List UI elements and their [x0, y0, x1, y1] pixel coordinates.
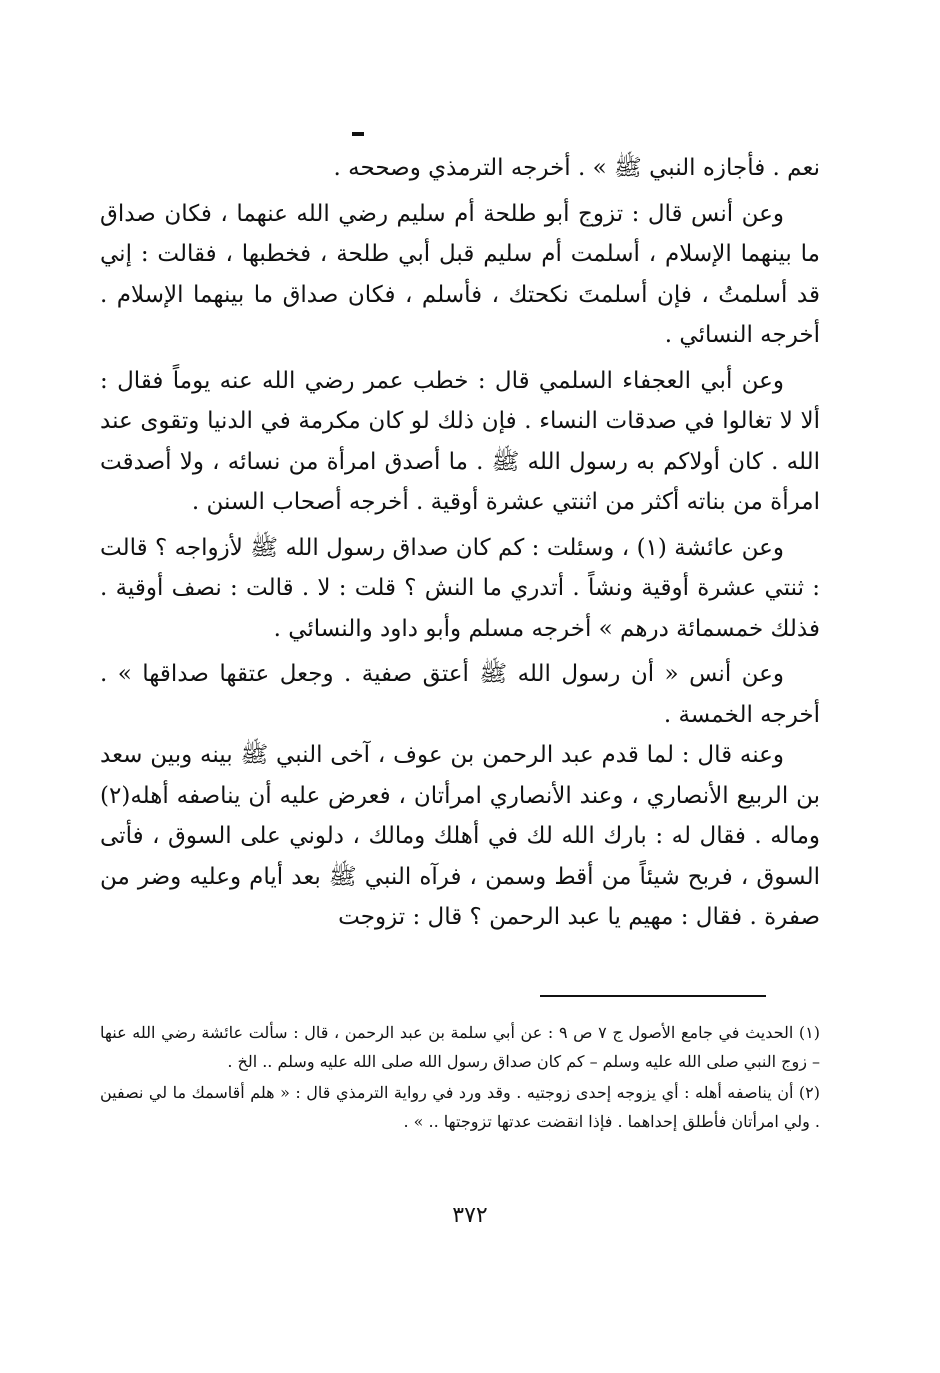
page-top-mark: [352, 132, 364, 136]
paragraph: وعن أنس قال : تزوج أبو طلحة أم سليم رضي الله عنهما ، فكان صداق ما بينهما الإسلام ، أسلمت أم سليم قبل أبي طلحة ، فخطبها ، فقالت : إني قد أسلمتُ ، فإن أسلمتَ نكحتك ، فأسلم ، فكان صداق ما بينهما الإسلام . أخرجه النسائي .: [100, 200, 820, 348]
paragraph: وعن أنس « أن رسول الله ﷺ أعتق صفية . وجعل عتقها صداقها » . أخرجه الخمسة .: [100, 661, 820, 728]
footnote-divider: [540, 995, 766, 997]
page-number: ٣٧٢: [452, 1203, 488, 1228]
paragraph: نعم . فأجازه النبي ﷺ » . أخرجه الترمذي وصححه .: [333, 155, 820, 181]
footnote: (٢) أن يناصفه أهله : أي يزوجه إحدى زوجتيه . وقد ورد في رواية الترمذي قال : « هلم أقاسمك ما لي نصفين . ولي امرأتان فأطلق إحداهما . فإذا انقضت عدتها تزوجتها .. » .: [100, 1083, 820, 1131]
paragraph: وعن أبي العجفاء السلمي قال : خطب عمر رضي الله عنه يوماً فقال : ألا لا تغالوا في صدقات النساء . فإن ذلك لو كان مكرمة في الدنيا وتقوى عند الله . كان أولاكم به رسول الله ﷺ . ما أصدق امرأة من نسائه ، ولا أصدقت امرأة من بناته أكثر من اثنتي عشرة أوقية . أخرجه أصحاب السنن .: [100, 367, 820, 515]
footnotes: [100, 1018, 820, 1138]
main-text: [100, 148, 820, 938]
footnote: (١) الحديث في جامع الأصول ج ٧ ص ٩ : عن أبي سلمة بن عبد الرحمن ، قال : سألت عائشة رضي الله عنها – زوج النبي صلى الله عليه وسلم – كم كان صداق رسول الله صلى الله عليه وسلم .. الخ .: [100, 1023, 821, 1071]
paragraph: وعنه قال : لما قدم عبد الرحمن بن عوف ، آخى النبي ﷺ بينه وبين سعد بن الربيع الأنصاري ، وعند الأنصاري امرأتان ، فعرض عليه أن يناصفه أهله(٢) وماله . فقال له : بارك الله لك في أهلك ومالك ، دلوني على السوق ، فأتى السوق ، فربح شيئاً من أقط وسمن ، فرآه النبي ﷺ بعد أيام وعليه وضر من صفرة . فقال : مهيم يا عبد الرحمن ؟ قال : تزوجت: [100, 742, 820, 930]
paragraph: وعن عائشة (١) ، وسئلت : كم كان صداق رسول الله ﷺ لأزواجه ؟ قالت : ثنتي عشرة أوقية ونشاً . أتدري ما النش ؟ قلت : لا . قالت : نصف أوقية . فذلك خمسمائة درهم » أخرجه مسلم وأبو داود والنسائي .: [100, 534, 820, 642]
